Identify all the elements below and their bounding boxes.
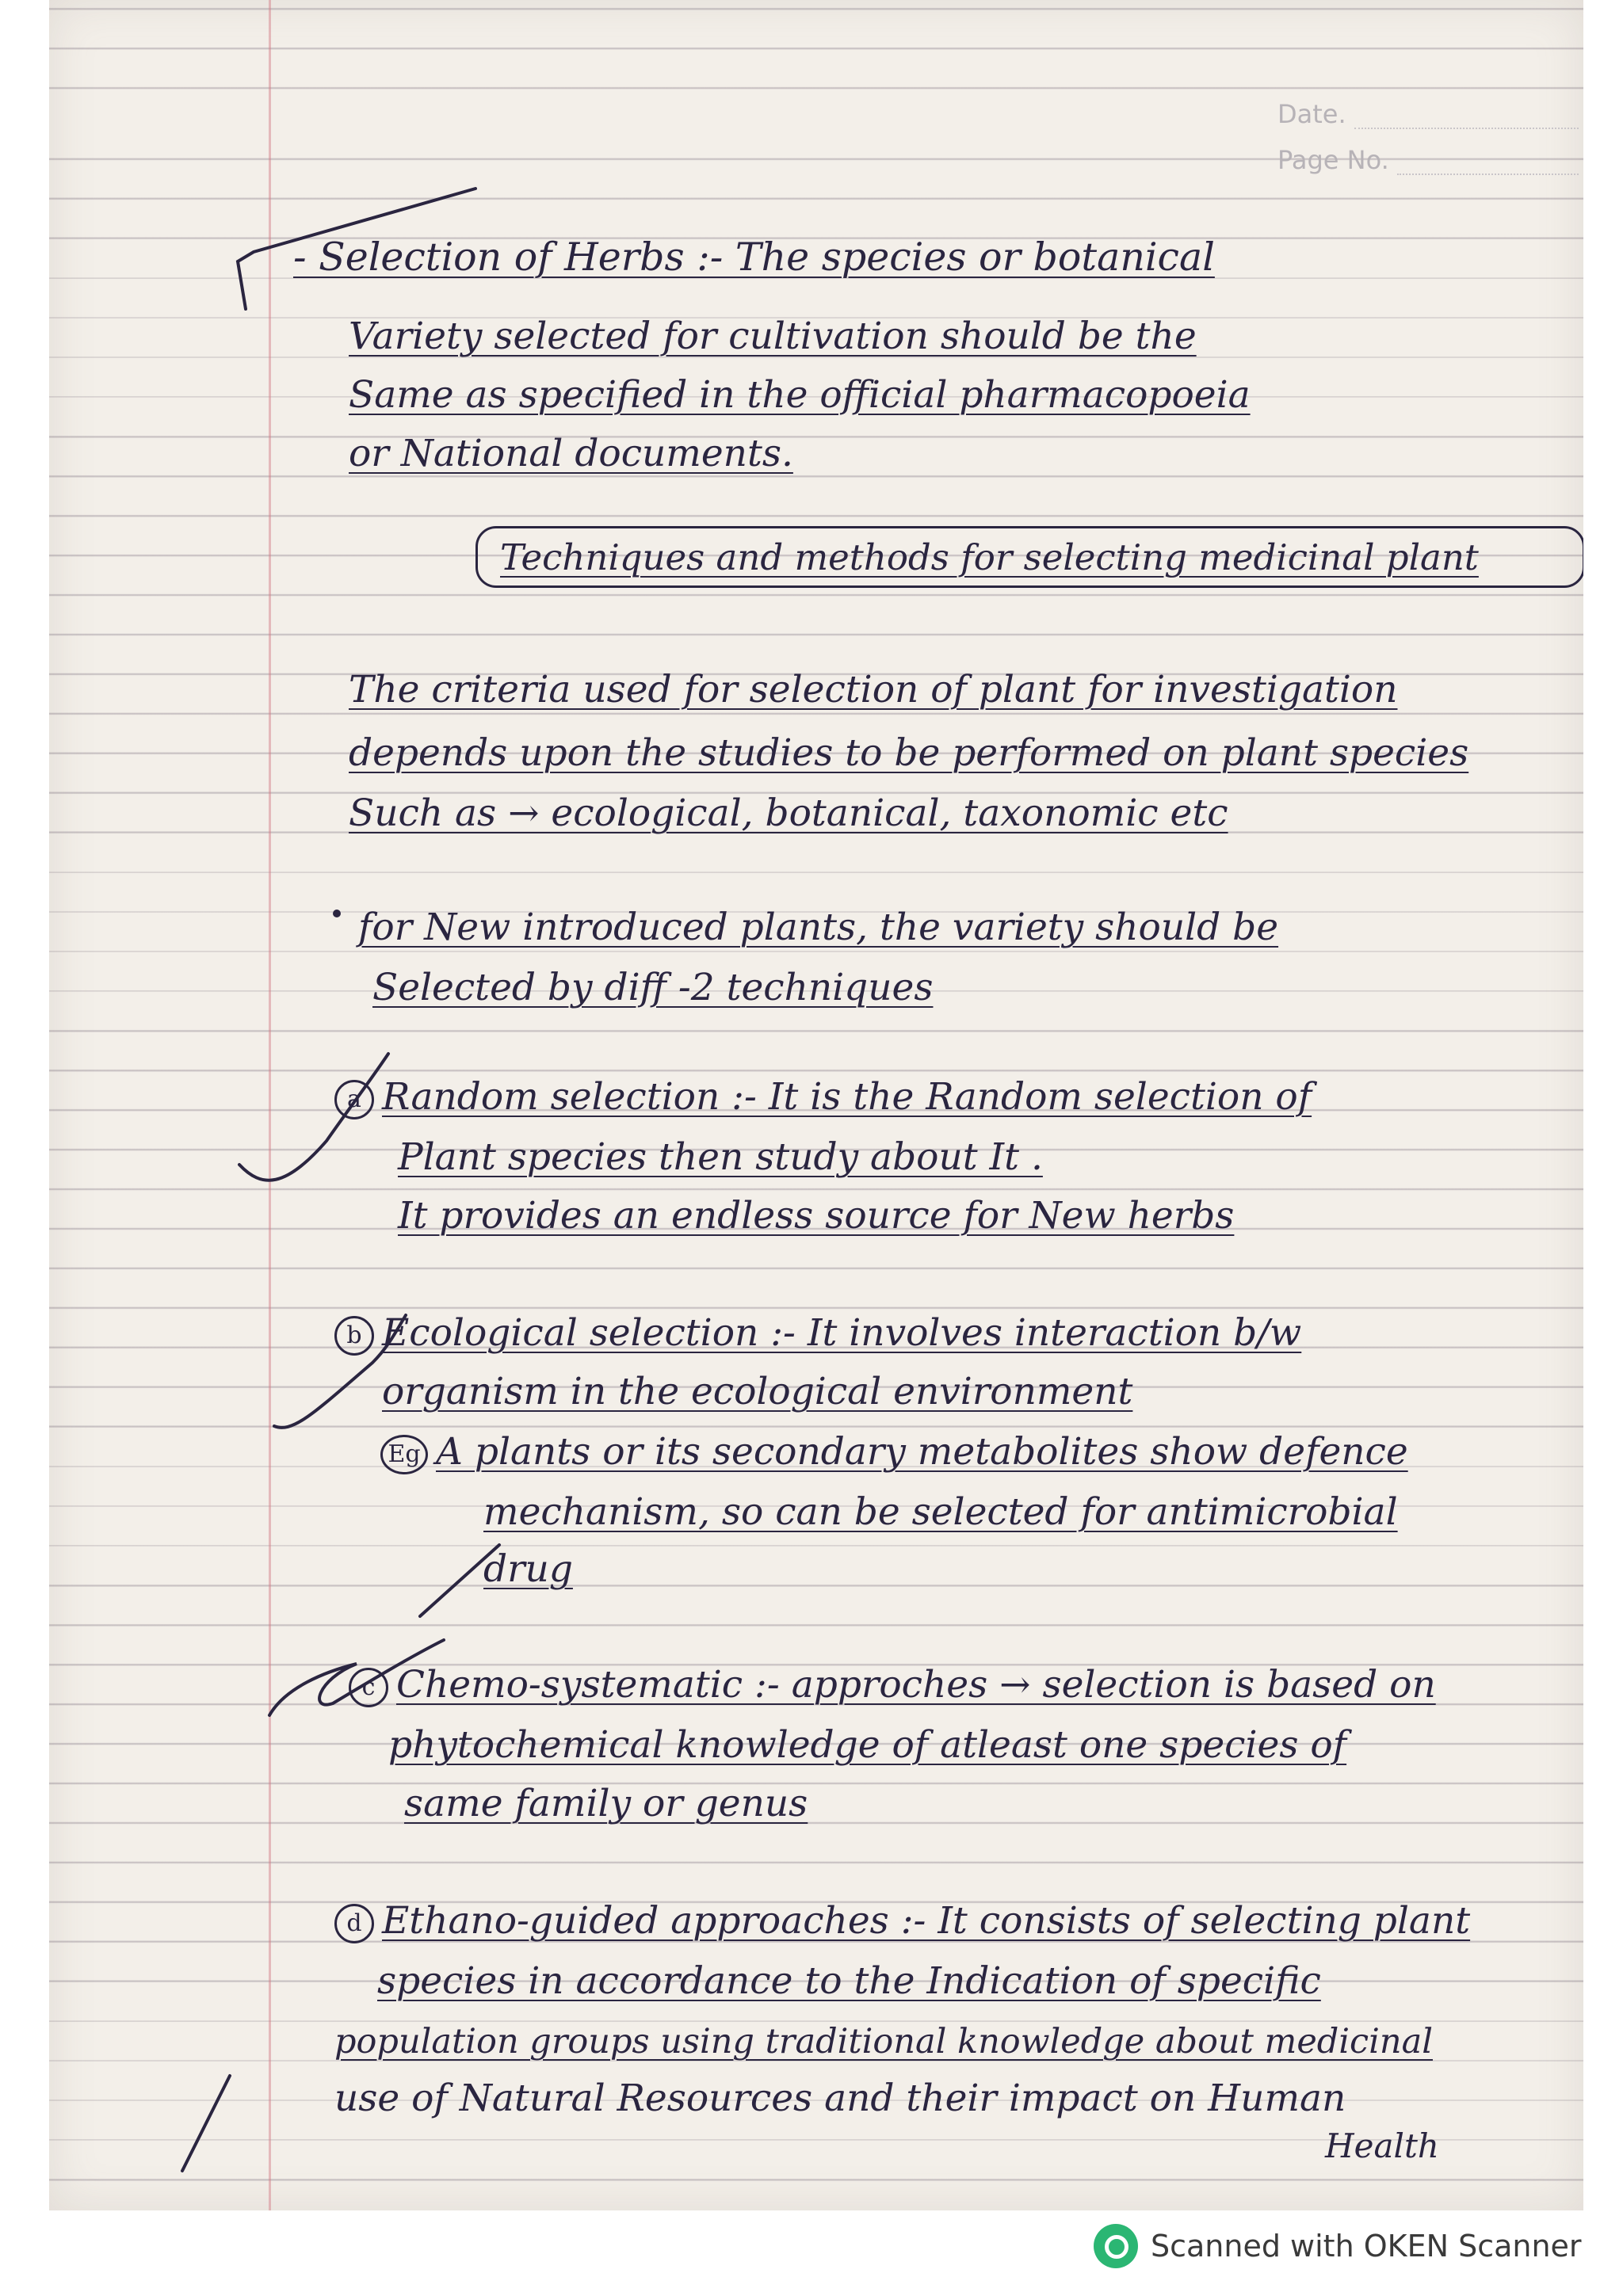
oken-logo-icon: [1094, 2224, 1138, 2268]
item-c-text-1: Chemo-systematic :- approches → selection is based on: [396, 1663, 1436, 1707]
item-c-line-2: phytochemical knowledge of atleast one species of: [388, 1723, 1347, 1767]
criteria-line-1: The criteria used for selection of plant for investigation: [349, 668, 1398, 711]
herbs-line-3: Same as specified in the official pharmacopoeia: [349, 373, 1251, 417]
herbs-line-1: - Selection of Herbs :- The species or botanical: [293, 235, 1215, 280]
bullet-line-2: Selected by diff -2 techniques: [372, 966, 934, 1009]
item-d-marker: d: [334, 1904, 374, 1943]
criteria-line-2: depends upon the studies to be performed on plant species: [349, 731, 1469, 775]
item-b-line-3: [380, 1429, 1408, 1475]
bullet-dot: [333, 910, 341, 917]
page-no-line: [1397, 156, 1579, 175]
item-d-line-1: [334, 1898, 1470, 1944]
item-d-line-3: population groups using traditional knowledge about medicinal: [334, 2022, 1433, 2061]
item-d-line-2: species in accordance to the Indication of specific: [377, 1959, 1321, 2003]
bullet-line-1: for New introduced plants, the variety should be: [358, 906, 1279, 949]
item-d-line-4: use of Natural Resources and their impact on Human: [334, 2077, 1346, 2120]
item-a-line-3: It provides an endless source for New herbs: [398, 1194, 1235, 1238]
page-header: [1277, 83, 1579, 175]
criteria-line-3: Such as → ecological, botanical, taxonomic etc: [349, 791, 1228, 835]
item-a-line-2: Plant species then study about It .: [398, 1135, 1043, 1179]
item-b-marker: b: [334, 1316, 374, 1356]
page-no-row: [1277, 129, 1579, 175]
date-line: [1354, 110, 1579, 129]
notebook-page: [49, 0, 1583, 2210]
item-b-line-4: mechanism, so can be selected for antimicrobial: [483, 1490, 1398, 1534]
margin-line: [269, 0, 271, 2210]
item-d-line-5: Health: [1325, 2126, 1439, 2165]
date-label: Date.: [1277, 99, 1346, 129]
item-b-line-5: drug: [483, 1547, 573, 1591]
item-a-marker: a: [334, 1080, 374, 1119]
item-b-text-1: Ecological selection :- It involves interaction b/w: [382, 1311, 1302, 1355]
item-a-line-1: [334, 1074, 1312, 1120]
herbs-line-2: Variety selected for cultivation should be the: [349, 315, 1197, 358]
scanner-label: Scanned with OKEN Scanner: [1151, 2229, 1582, 2264]
item-c-marker: c: [349, 1668, 388, 1707]
item-c-line-3: same family or genus: [404, 1782, 808, 1825]
item-d-text-1: Ethano-guided approaches :- It consists of selecting plant: [382, 1899, 1471, 1943]
page-no-label: Page No.: [1277, 145, 1389, 175]
scanner-footer: [1094, 2218, 1582, 2274]
item-b-line-2: organism in the ecological environment: [382, 1370, 1133, 1413]
item-b-line-1: [334, 1310, 1301, 1356]
item-b-text-3: A plants or its secondary metabolites show defence: [436, 1430, 1408, 1474]
herbs-line-4: or National documents.: [349, 432, 793, 475]
date-row: [1277, 83, 1579, 129]
item-b-example-marker: Eg: [380, 1435, 428, 1474]
item-c-line-1: [349, 1662, 1436, 1708]
section-heading-box: Techniques and methods for selecting medicinal plant: [475, 526, 1583, 588]
item-a-text-1: Random selection :- It is the Random selection of: [382, 1075, 1312, 1119]
